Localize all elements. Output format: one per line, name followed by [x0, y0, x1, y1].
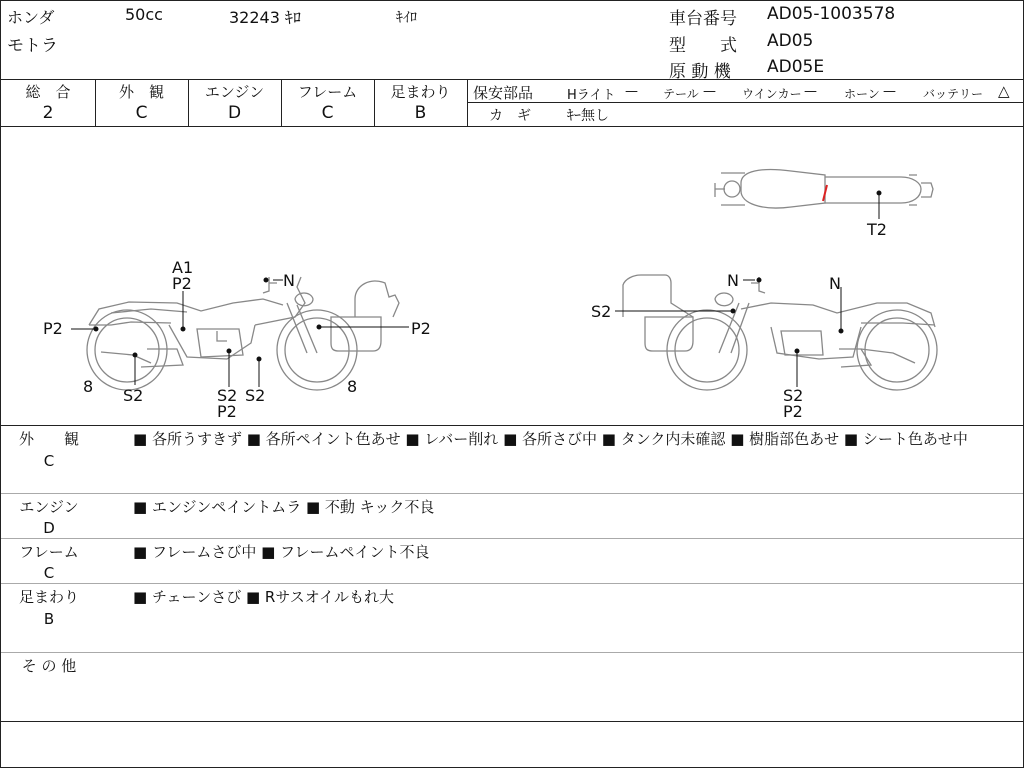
remark-grade: D — [43, 519, 55, 537]
safety-headlight-name: Hライト — [567, 88, 616, 103]
remark-frame — [1, 539, 1023, 583]
code-label: P2 — [783, 402, 803, 421]
remark-text: ■ 各所うすきず ■ 各所ペイント色あせ ■ レバー削れ ■ 各所さび中 ■ タンク内未確認 ■ 樹脂部色あせ ■ シート色あせ中 — [133, 430, 968, 448]
remark-label: そ の 他 — [21, 657, 77, 675]
model-code-label: 型 式 — [669, 36, 737, 56]
rating-exterior-label: 外 観 — [118, 83, 164, 101]
rating-suspension-label: 足まわり — [390, 83, 451, 101]
remark-label: 外 観 — [18, 430, 79, 448]
code-label: A1 — [172, 258, 194, 277]
safety-battery-status: △ — [998, 82, 1010, 100]
rating-frame-label: フレーム — [297, 83, 358, 101]
remark-grade: C — [43, 452, 55, 470]
safety-winker-status: — — [804, 84, 817, 99]
code-label: N — [727, 271, 739, 290]
safety-tail-name: テール — [663, 87, 699, 101]
remark-text: ■ エンジンペイントムラ ■ 不動 キック不良 — [133, 498, 435, 516]
rating-exterior-value: C — [135, 103, 148, 123]
safety-label: 保安部品 — [473, 84, 534, 102]
frame-number: AD05-1003578 — [767, 4, 896, 24]
remark-other — [1, 653, 1023, 721]
code-label: S2 — [245, 386, 266, 405]
remark-label: 足まわり — [18, 588, 79, 606]
code-label: P2 — [411, 319, 431, 338]
key-value: ｷｰ無し — [567, 108, 609, 124]
safety-horn-name: ホーン — [844, 87, 880, 101]
vehicle-header — [1, 1, 1023, 82]
remark-exterior — [1, 426, 1023, 492]
maker: ホンダ — [7, 8, 55, 27]
remark-suspension — [1, 584, 1023, 652]
frame-number-label: 車台番号 — [669, 9, 737, 29]
motorcycle-right-view — [623, 275, 937, 390]
safety-battery-name: バッテリー — [923, 87, 984, 101]
safety-horn-status: — — [883, 84, 896, 99]
rating-engine-label: エンジン — [204, 83, 265, 101]
remark-text: ■ チェーンさび ■ Rサスオイルもれ大 — [133, 588, 394, 606]
code-label: P2 — [172, 274, 192, 293]
safety-winker-name: ウインカー — [742, 87, 802, 101]
engine-code: AD05E — [767, 57, 825, 77]
model-name: モトラ — [7, 36, 58, 56]
motorcycle-top-view — [715, 170, 933, 209]
code-label: P2 — [217, 402, 237, 421]
divider — [1, 79, 1023, 80]
safety-headlight-status: — — [625, 84, 638, 99]
remark-text: ■ フレームさび中 ■ フレームペイント不良 — [133, 543, 430, 561]
rating-total-label: 総 合 — [25, 83, 71, 101]
divider — [1, 721, 1023, 722]
rating-frame-value: C — [321, 103, 334, 123]
code-label: S2 — [217, 386, 238, 405]
rating-engine-value: D — [227, 103, 242, 123]
code-label: N — [829, 274, 841, 293]
motorcycle-left-view — [87, 277, 399, 390]
mileage: 32243 ｷﾛ — [229, 8, 301, 27]
engine-label: 原 動 機 — [669, 62, 731, 82]
safety-tail-status: — — [703, 84, 716, 99]
key-label: カ ギ — [489, 108, 531, 124]
code-label: S2 — [123, 386, 144, 405]
code-label: 8 — [347, 377, 358, 396]
code-label: T2 — [867, 220, 887, 239]
code-label: 8 — [83, 377, 94, 396]
remark-grade: C — [43, 564, 55, 582]
damage-diagram — [1, 127, 1023, 425]
model-code: AD05 — [767, 31, 814, 51]
displacement: 50cc — [125, 5, 163, 24]
rating-suspension-value: B — [414, 103, 427, 123]
remark-grade: B — [43, 610, 55, 628]
remark-engine — [1, 494, 1023, 538]
code-label: P2 — [43, 319, 63, 338]
remark-label: エンジン — [19, 498, 79, 516]
remark-label: フレーム — [19, 543, 79, 561]
code-label: N — [283, 271, 295, 290]
code-label: S2 — [591, 302, 612, 321]
divider — [467, 102, 1023, 103]
mileage-unit-note: ｷｲﾛ — [396, 10, 417, 26]
rating-total-value: 2 — [42, 103, 54, 123]
code-label: S2 — [783, 386, 804, 405]
